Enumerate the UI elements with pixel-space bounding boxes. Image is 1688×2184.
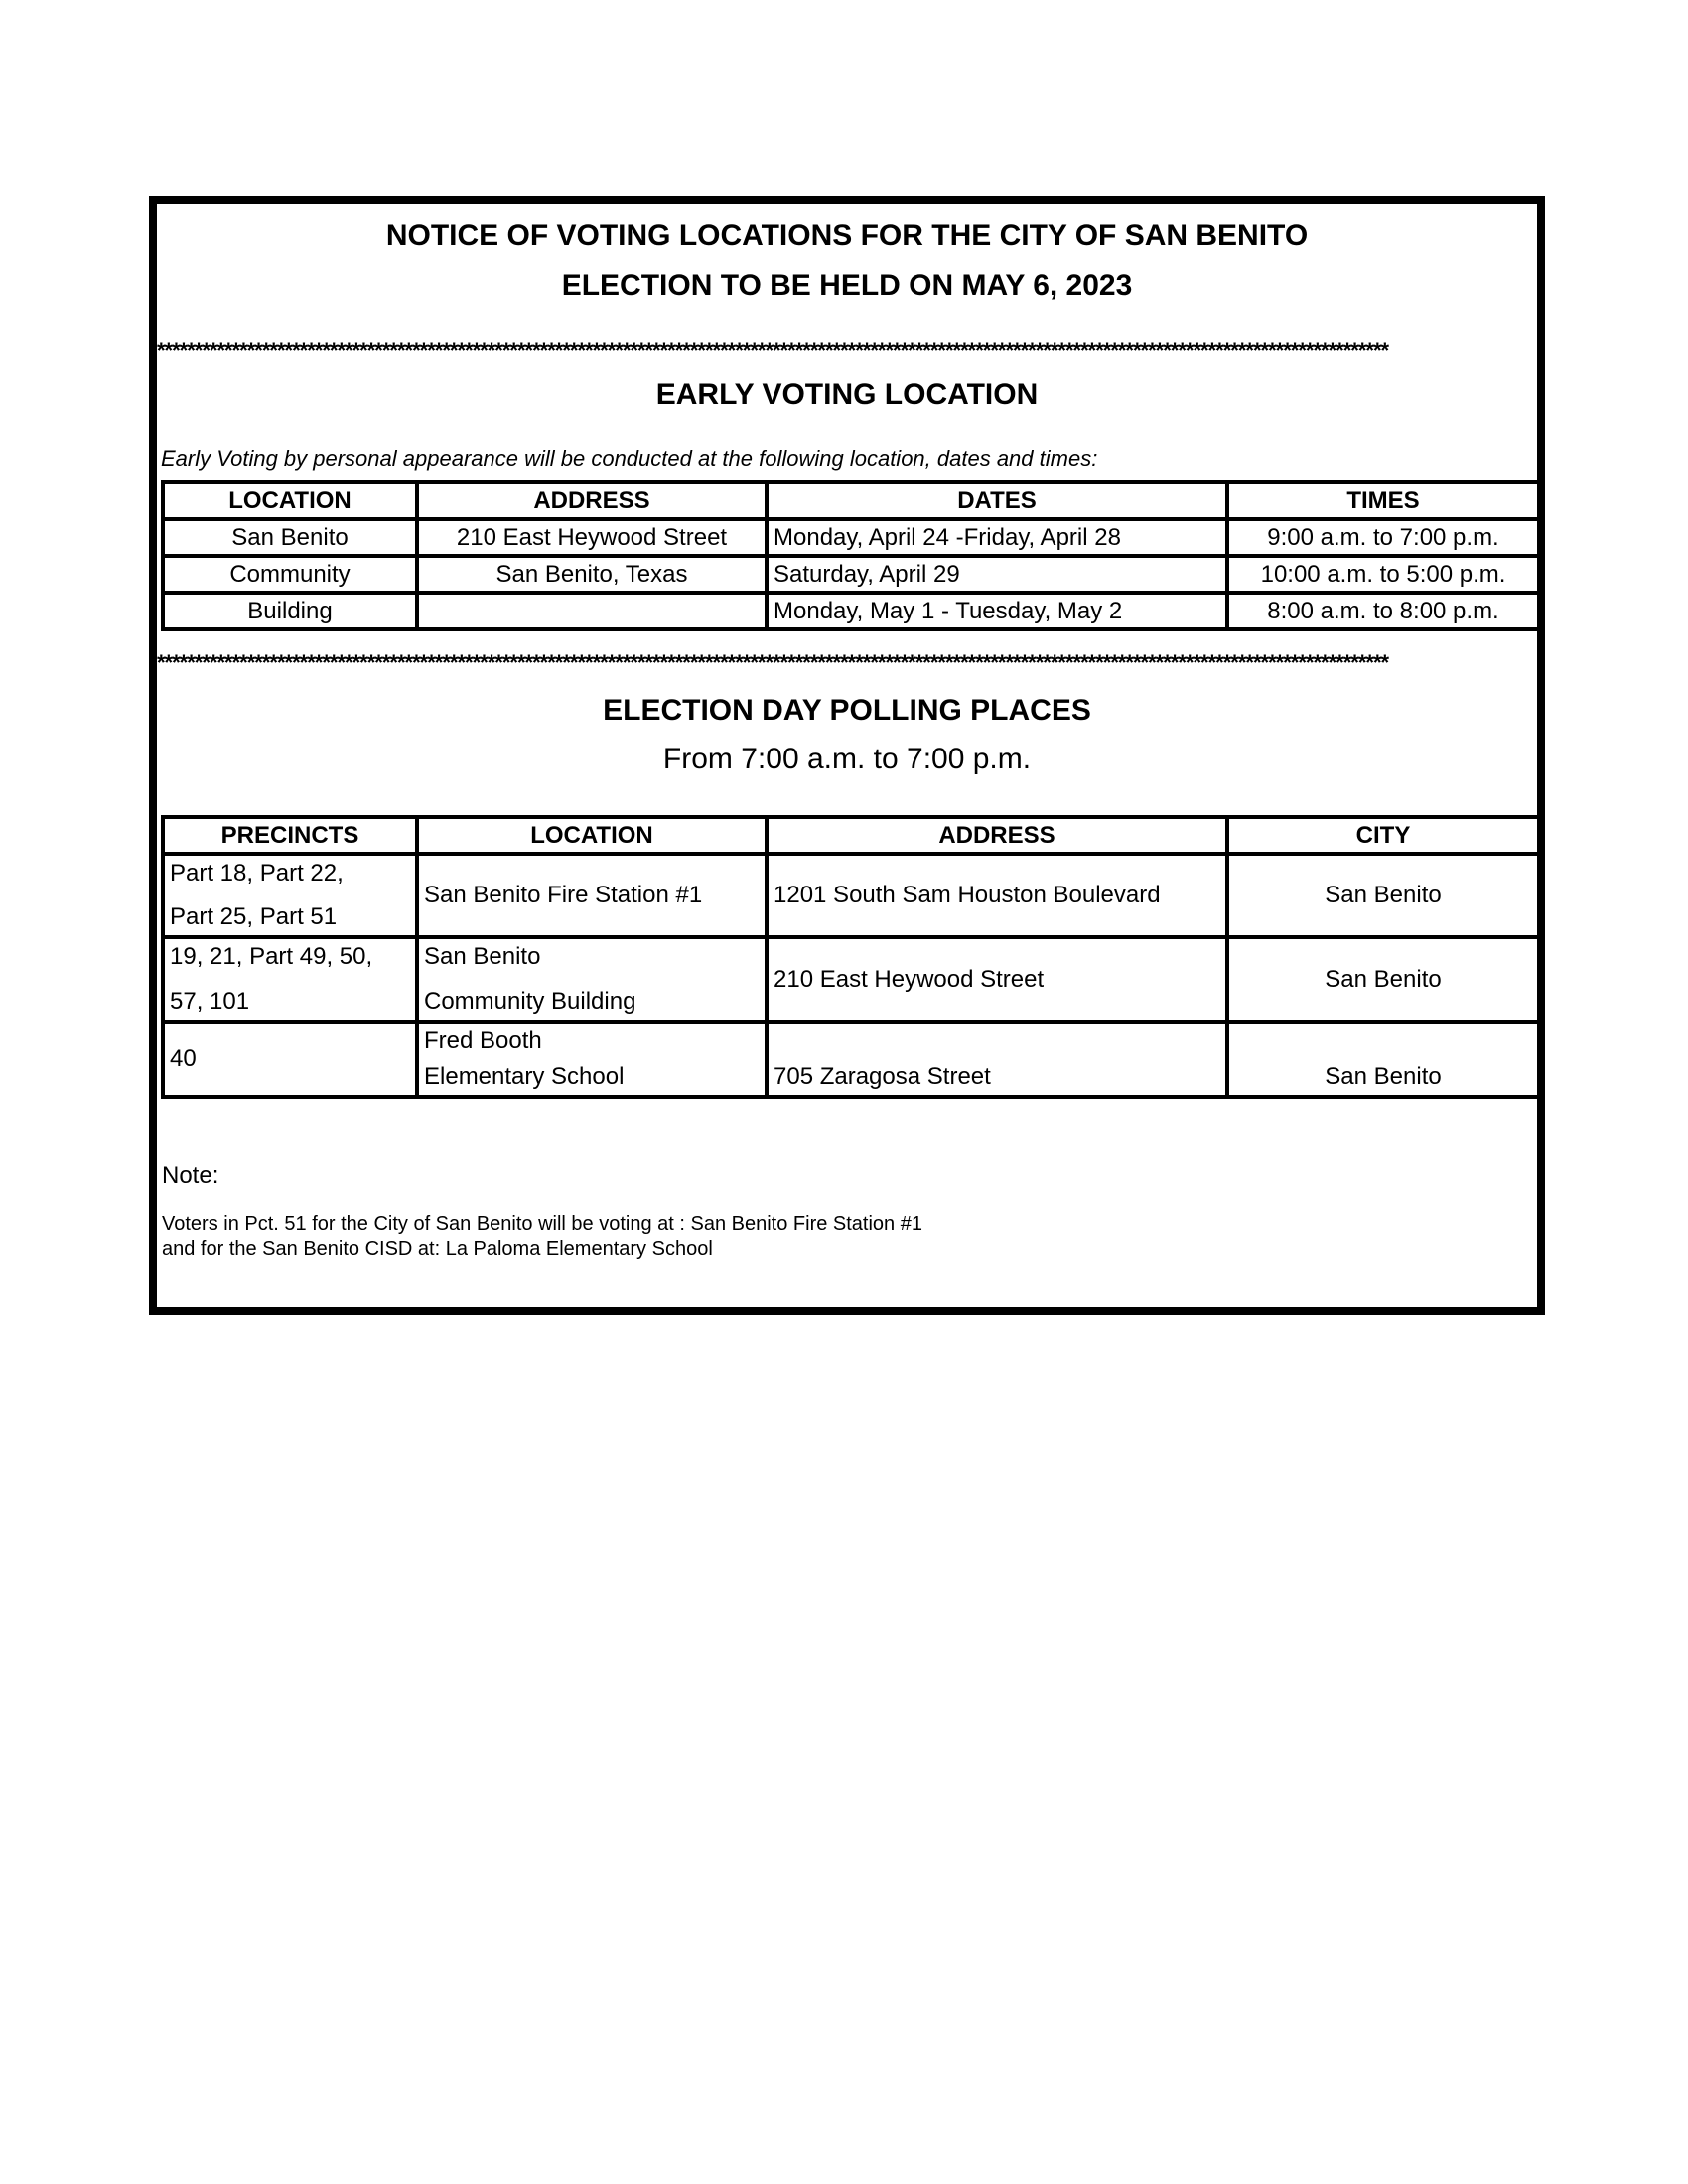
- table-cell: 10:00 a.m. to 5:00 p.m.: [1227, 556, 1539, 593]
- table-row: [163, 593, 1539, 629]
- cell-line: Part 25, Part 51: [170, 903, 338, 930]
- column-header: CITY: [1227, 817, 1539, 854]
- precincts-cell: [163, 937, 417, 1022]
- location-cell: [417, 937, 767, 1022]
- location-cell: [417, 1022, 767, 1097]
- note-text: and for the San Benito CISD at: La Paloma Elementary School: [162, 1238, 713, 1260]
- early-voting-intro: Early Voting by personal appearance will be conducted at the following location, dates and times:: [161, 446, 1098, 471]
- cell-line: San Benito: [1325, 882, 1442, 908]
- note-label: Note:: [162, 1162, 219, 1189]
- column-header: ADDRESS: [767, 817, 1227, 854]
- cell-line: San Benito: [424, 943, 541, 970]
- cell-line: 40: [170, 1045, 197, 1072]
- table-cell: San Benito, Texas: [417, 556, 767, 593]
- early-voting-table: [161, 480, 1541, 631]
- cell-line: San Benito: [1325, 1063, 1442, 1090]
- table-header-row: [163, 482, 1539, 519]
- table-cell: 210 East Heywood Street: [417, 519, 767, 556]
- table-row: [163, 556, 1539, 593]
- title-line-1: NOTICE OF VOTING LOCATIONS FOR THE CITY OF SAN BENITO: [385, 219, 1309, 252]
- column-header: TIMES: [1227, 482, 1539, 519]
- cell-line: San Benito: [1325, 965, 1442, 993]
- city-cell: [1227, 1022, 1539, 1097]
- table-cell: [417, 593, 767, 629]
- table-cell: 9:00 a.m. to 7:00 p.m.: [1227, 519, 1539, 556]
- table-row: [163, 854, 1539, 937]
- cell-line: 705 Zaragosa Street: [774, 1063, 991, 1090]
- polling-places-table: [161, 815, 1541, 1099]
- asterisk-divider: ********************************************************************************************************************************************************************: [157, 650, 1389, 675]
- cell-line: San Benito Fire Station #1: [424, 882, 703, 908]
- city-cell: [1227, 854, 1539, 937]
- column-header: PRECINCTS: [163, 817, 417, 854]
- election-day-heading: ELECTION DAY POLLING PLACES: [603, 694, 1091, 727]
- table-cell: Saturday, April 29: [767, 556, 1227, 593]
- table-row: [163, 937, 1539, 1022]
- cell-line: 19, 21, Part 49, 50,: [170, 943, 373, 970]
- notice-title: [157, 211, 1537, 311]
- table-cell: Monday, April 24 -Friday, April 28: [767, 519, 1227, 556]
- table-cell: Community: [163, 556, 417, 593]
- column-header: LOCATION: [163, 482, 417, 519]
- asterisk-divider: ********************************************************************************************************************************************************************: [157, 339, 1389, 363]
- cell-line: Part 18, Part 22,: [170, 860, 344, 887]
- location-cell: [417, 854, 767, 937]
- table-cell: Monday, May 1 - Tuesday, May 2: [767, 593, 1227, 629]
- cell-line: 57, 101: [170, 988, 250, 1015]
- precincts-cell: [163, 854, 417, 937]
- table-header-row: [163, 817, 1539, 854]
- cell-line: 210 East Heywood Street: [774, 965, 1045, 993]
- address-cell: [767, 1022, 1227, 1097]
- table-row: [163, 1022, 1539, 1097]
- column-header: DATES: [767, 482, 1227, 519]
- address-cell: [767, 937, 1227, 1022]
- table-cell: San Benito: [163, 519, 417, 556]
- table-cell: 8:00 a.m. to 8:00 p.m.: [1227, 593, 1539, 629]
- notice-box: [149, 196, 1545, 1315]
- early-voting-heading: EARLY VOTING LOCATION: [655, 378, 1039, 411]
- column-header: ADDRESS: [417, 482, 767, 519]
- cell-line: Elementary School: [424, 1063, 625, 1090]
- address-cell: [767, 854, 1227, 937]
- cell-line: Fred Booth: [424, 1027, 542, 1054]
- cell-line: 1201 South Sam Houston Boulevard: [774, 882, 1161, 908]
- precincts-cell: [163, 1022, 417, 1097]
- table-cell: Building: [163, 593, 417, 629]
- title-line-2: ELECTION TO BE HELD ON MAY 6, 2023: [561, 269, 1133, 302]
- note-text: Voters in Pct. 51 for the City of San Benito will be voting at : San Benito Fire Station #1: [162, 1213, 922, 1235]
- city-cell: [1227, 937, 1539, 1022]
- column-header: LOCATION: [417, 817, 767, 854]
- election-day-hours: From 7:00 a.m. to 7:00 p.m.: [662, 743, 1032, 775]
- table-row: [163, 519, 1539, 556]
- cell-line: Community Building: [424, 988, 636, 1015]
